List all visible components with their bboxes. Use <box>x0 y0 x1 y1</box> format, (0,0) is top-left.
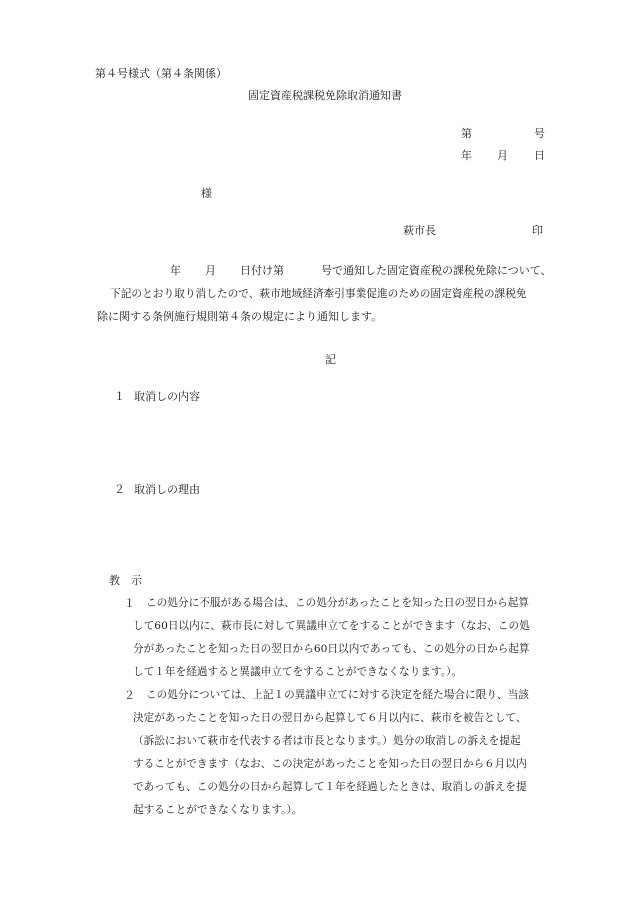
issuer-seal: 印 <box>532 224 543 237</box>
item-1-label: 取消しの内容 <box>134 390 200 403</box>
body-line-3: 除に関する条例施行規則第４条の規定により通知します。 <box>97 310 383 323</box>
kyoji-item-2-number: ２ <box>124 689 135 702</box>
body-ref-rest: 号で通知した固定資産税の課税免除について、 <box>321 264 552 277</box>
body-ref-date-prefix: 日付け第 <box>240 264 284 277</box>
date-month-label: 月 <box>497 149 508 162</box>
document-title: 固定資産税課税免除取消通知書 <box>248 89 402 102</box>
kyoji-item-1-line: この処分に不服がある場合は、この処分があったことを知った日の翌日から起算 <box>146 597 530 609</box>
kyoji-heading: 教 示 <box>109 574 142 587</box>
kyoji-item-1-number: １ <box>124 597 135 610</box>
kyoji-item-2-line: 決定があったことを知った日の翌日から起算して６月以内に、萩市を被告として、 <box>133 712 527 724</box>
kyoji-item-1-line: 分があったことを知った日の翌日から60日以内であっても、この処分の日から起算 <box>133 643 530 655</box>
item-2-label: 取消しの理由 <box>134 483 200 496</box>
ki-heading: 記 <box>325 353 336 366</box>
addressee-honorific: 様 <box>201 187 212 200</box>
kyoji-item-2-line: （訴訟において萩市を代表する者は市長となります。）処分の取消しの訴えを提起 <box>133 735 521 747</box>
body-ref-month: 月 <box>205 264 216 277</box>
body-ref-year: 年 <box>170 264 181 277</box>
kyoji-item-2-line: 起することができなくなります。）。 <box>133 804 303 816</box>
document-number-suffix: 号 <box>534 127 545 140</box>
issuer-name: 萩市長 <box>403 224 436 237</box>
kyoji-item-2-line: することができます（なお、この決定があったことを知った日の翌日から６月以内 <box>133 758 527 770</box>
kyoji-item-2-line: であっても、この処分の日から起算して１年を経過したときは、取消しの訴えを提 <box>133 781 527 793</box>
form-number-label: 第４号様式（第４条関係） <box>95 67 227 80</box>
item-2-number: ２ <box>114 483 125 496</box>
kyoji-item-2-line: この処分については、上記１の異議申立てに対する決定を経た場合に限り、当該 <box>146 689 529 701</box>
body-line-2: 下記のとおり取り消したので、萩市地域経済牽引事業促進のための固定資産税の課税免 <box>110 287 527 300</box>
kyoji-item-1-line: して１年を経過すると異議申立てをすることができなくなります。）。 <box>133 666 463 678</box>
date-day-label: 日 <box>534 149 545 162</box>
date-year-label: 年 <box>461 149 472 162</box>
item-1-number: １ <box>114 390 125 403</box>
document-number-prefix: 第 <box>461 127 472 140</box>
kyoji-item-1-line: して60日以内に、萩市長に対して異議申立てをすることができます（なお、この処 <box>133 620 530 632</box>
